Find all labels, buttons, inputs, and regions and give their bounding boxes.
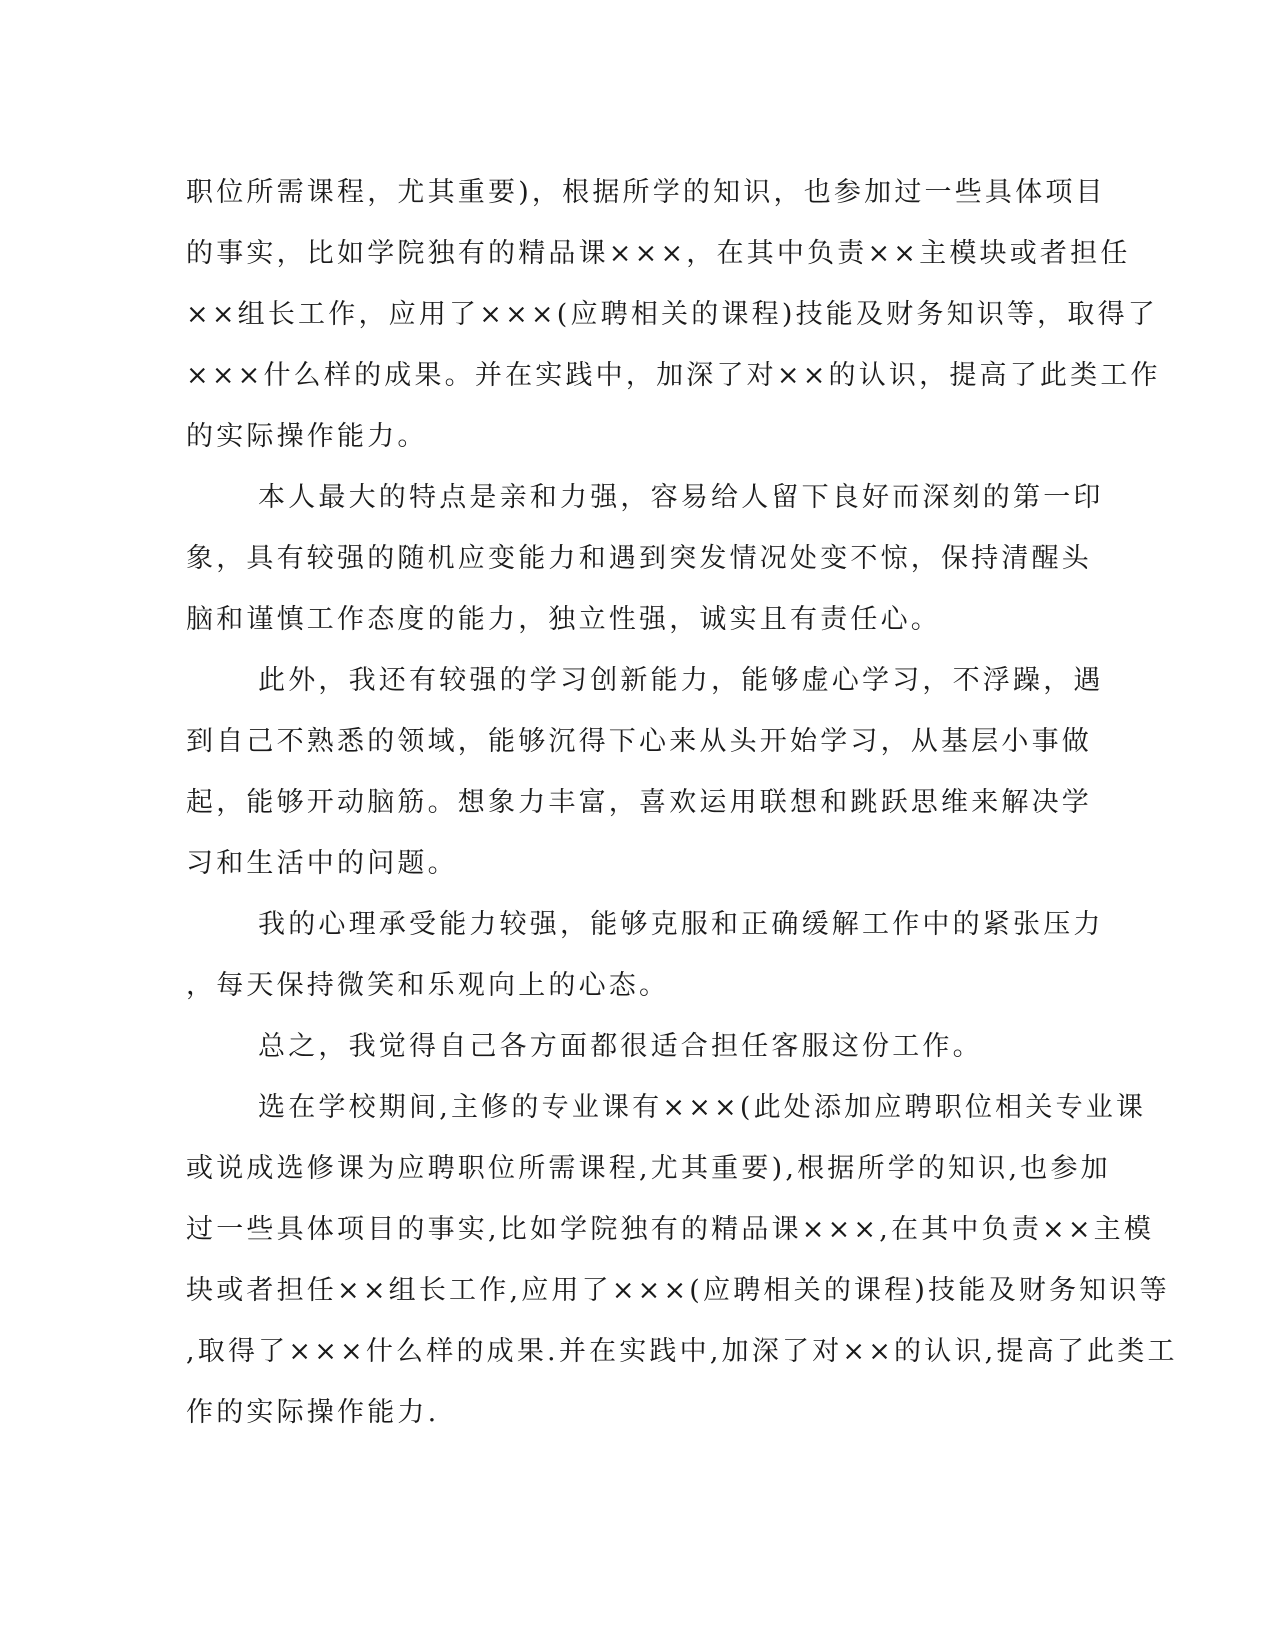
- text-line: 块或者担任××组长工作,应用了×××(应聘相关的课程)技能及财务知识等: [186, 1275, 1170, 1306]
- paragraph-first-line: 选在学校期间,主修的专业课有×××(此处添加应聘职位相关专业课: [258, 1092, 1147, 1123]
- text-line: 到自己不熟悉的领域，能够沉得下心来从头开始学习，从基层小事做: [186, 726, 1092, 757]
- text-line: 或说成选修课为应聘职位所需课程,尤其重要),根据所学的知识,也参加: [186, 1153, 1111, 1184]
- text-line: ××组长工作，应用了×××(应聘相关的课程)技能及财务知识等，取得了: [186, 299, 1158, 330]
- text-line: 象，具有较强的随机应变能力和遇到突发情况处变不惊，保持清醒头: [186, 543, 1092, 574]
- text-line: 的实际操作能力。: [186, 421, 428, 452]
- text-line: ,取得了×××什么样的成果.并在实践中,加深了对××的认识,提高了此类工: [186, 1336, 1178, 1367]
- text-line: 脑和谨慎工作态度的能力，独立性强，诚实且有责任心。: [186, 604, 941, 635]
- document-body: [186, 162, 1178, 1443]
- text-line: 习和生活中的问题。: [186, 848, 458, 879]
- paragraph-first-line: 我的心理承受能力较强，能够克服和正确缓解工作中的紧张压力: [258, 909, 1104, 940]
- paragraph-first-line: 本人最大的特点是亲和力强，容易给人留下良好而深刻的第一印: [258, 482, 1104, 513]
- text-line: 起，能够开动脑筋。想象力丰富，喜欢运用联想和跳跃思维来解决学: [186, 787, 1092, 818]
- paragraph-first-line: 总之，我觉得自己各方面都很适合担任客服这份工作。: [258, 1031, 983, 1062]
- text-line: 作的实际操作能力.: [186, 1397, 440, 1428]
- text-line: 职位所需课程，尤其重要)，根据所学的知识，也参加过一些具体项目: [186, 177, 1106, 208]
- text-line: ，每天保持微笑和乐观向上的心态。: [186, 970, 670, 1001]
- text-line: 的事实，比如学院独有的精品课×××，在其中负责××主模块或者担任: [186, 238, 1131, 269]
- text-line: ×××什么样的成果。并在实践中，加深了对××的认识，提高了此类工作: [186, 360, 1161, 391]
- paragraph-first-line: 此外，我还有较强的学习创新能力，能够虚心学习，不浮躁，遇: [258, 665, 1104, 696]
- text-line: 过一些具体项目的事实,比如学院独有的精品课×××,在其中负责××主模: [186, 1214, 1155, 1245]
